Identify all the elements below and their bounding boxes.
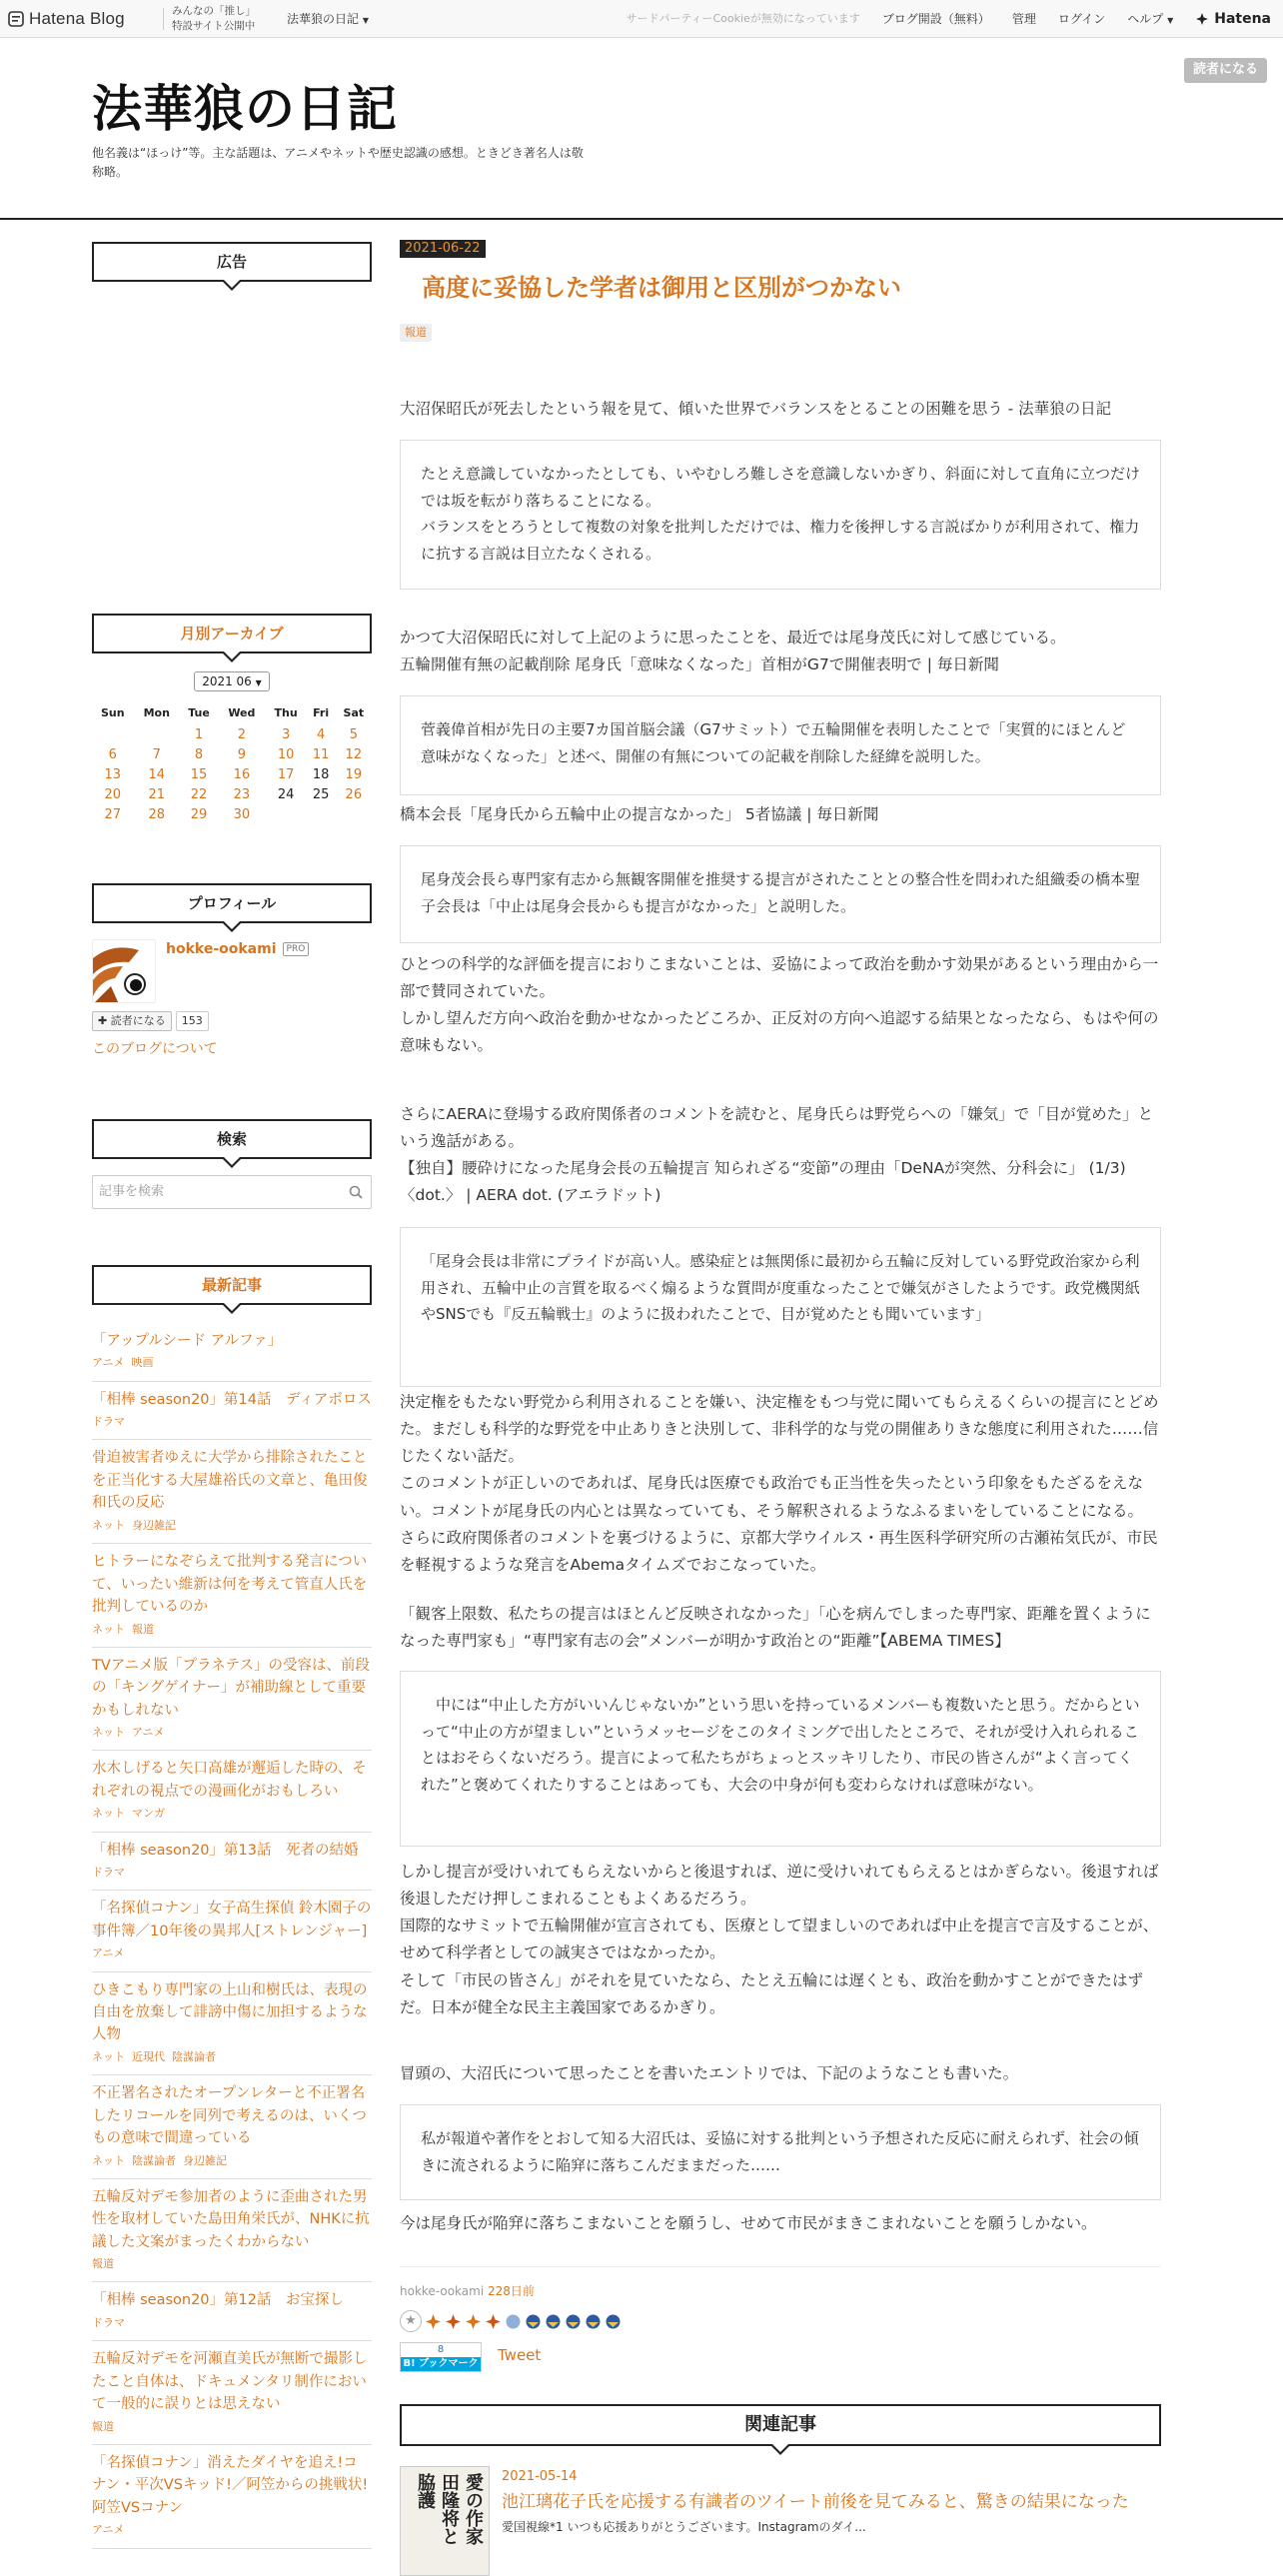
recent-entry <box>92 1544 372 1648</box>
calendar-day[interactable]: 2 <box>237 727 246 742</box>
entry-link-1[interactable]: 大沼保昭氏が死去したという報を見て、傾いた世界でバランスをとることの困難を思う - 法華狼の日記 <box>400 400 1112 418</box>
calendar-day <box>266 805 307 825</box>
calendar-weekday: Wed <box>228 706 256 720</box>
recent-entry-categories <box>92 1353 372 1372</box>
calendar-day[interactable]: 3 <box>281 727 291 742</box>
related-body <box>502 2466 1151 2576</box>
promo-line-1: みんなの「推し」 <box>172 5 256 17</box>
avatar[interactable] <box>92 939 156 1003</box>
recent-entry-title[interactable]: TVアニメ版「プラネテス」の受容は、前段の「キングゲイナー」が補助線として重要かもしれない <box>92 1657 371 1719</box>
calendar-day[interactable]: 21 <box>148 787 166 802</box>
open-blog-link[interactable]: ブログ開設（無料） <box>881 11 990 26</box>
category-link[interactable]: 陰謀論者 <box>132 2153 176 2167</box>
star-list <box>400 2310 1161 2332</box>
recent-entry <box>92 1891 372 1971</box>
recent-entry-categories <box>92 2520 372 2539</box>
entry-link-4[interactable]: 【独自】腰砕けになった尾身会長の五輪提言 知られざる“変節”の理由「DeNAが突然、分科会に」 (1/3)〈dot.〉 | AERA dot. (アエラドット) <box>400 1159 1126 1205</box>
recent-entry-title[interactable]: 五輪反対デモ参加者のように歪曲された男性を取材していた島田角栄氏が、NHKに抗議した文案がまったくわからない <box>92 2188 370 2250</box>
recent-entries-list <box>92 1323 372 2549</box>
quote-text-2: 菅義偉首相が先日の主要7カ国首脳会議（G7サミット）で五輪開催を表明したことで「実質的にほとんど意味がなくなった」と述べ、開催の有無についての記載を削除した経緯を説明した。 <box>421 720 1126 765</box>
recent-entry-categories <box>92 2047 372 2066</box>
category-link[interactable]: 近現代 <box>132 2049 165 2063</box>
thumb-text-3: 脇護 <box>415 2473 436 2509</box>
calendar-weekday: Fri <box>313 706 330 720</box>
blockquote-1 <box>400 440 1161 590</box>
recent-entries-module <box>92 1265 372 2549</box>
quote-text-6: 私が報道や著作をとおして知る大沼氏は、妥協に対する批判という予想された反応に耐えられず、社会の傾きに流されるように陥穽に落ちこんだままだった…… <box>421 2129 1139 2174</box>
cookie-notice: サードパーティーCookieが無効になっています <box>626 12 860 26</box>
quote-text-5: 中には“中止した方がいいんじゃないか”という思いを持っているメンバーも複数いたと思う。だからといって“中止の方が望ましい”というメッセージをこのタイミングで出したところで、それが受け入れられることはおそらくないだろう。提言によって私たちがちょっとスッキリしたり、市民の皆さんが“よく言ってくれた”と褒めてくれたりすることはあっても、大会の中身が何も変わらなければ意味がない。 <box>421 1696 1140 1795</box>
search-icon[interactable] <box>349 1185 363 1199</box>
profile-module-title: プロフィール <box>92 883 372 923</box>
login-link[interactable]: ログイン <box>1057 11 1106 26</box>
calendar-day[interactable]: 7 <box>152 747 161 762</box>
tweet-button[interactable]: Tweet <box>498 2346 542 2364</box>
help-menu[interactable] <box>1127 9 1173 30</box>
star-user-avatar[interactable] <box>605 2313 622 2330</box>
bookmark-count: 8 <box>437 2344 445 2355</box>
archive-module <box>92 614 372 825</box>
related-snippet: 愛国視線*1 いつも応援ありがとうございます。Instagramのダイ... <box>502 2520 866 2535</box>
calendar-day[interactable]: 12 <box>345 747 363 762</box>
recent-entry-title[interactable]: ヒトラーになぞらえて批判する発言について、いったい維新は何を考えて管直人氏を批判しているのか <box>92 1554 368 1616</box>
entry-date[interactable]: 2021-06-22 <box>400 240 486 258</box>
recent-entry <box>92 2179 372 2283</box>
calendar-day <box>134 725 180 745</box>
recent-entry <box>92 2075 372 2179</box>
blog-menu-label: 法華狼の日記 <box>287 12 360 26</box>
calendar-day[interactable]: 19 <box>345 767 363 782</box>
category-link[interactable]: アニメ <box>132 1726 165 1740</box>
archive-month-value: 2021 06 <box>202 674 252 688</box>
thumb-text-2: 田隆将と <box>439 2473 460 2545</box>
recent-entry <box>92 2282 372 2341</box>
calendar-day[interactable]: 5 <box>349 727 358 742</box>
avatar-image <box>93 940 156 1003</box>
search-module <box>92 1119 372 1209</box>
paragraph-2: ひとつの科学的な評価を提言におりこまないことは、妥協によって政治を動かす効果があるという理由から一部で賛同されていた。 しかし望んだ方向へ政治を動かせなかったどころか、正反対の方向へ追認する結果となったなら、もはや何の意味もない。 <box>400 955 1159 1055</box>
recent-entry <box>92 1972 372 2076</box>
related-date: 2021-05-14 <box>502 2469 578 2484</box>
recent-entry-categories <box>92 2417 372 2436</box>
profile-name-row <box>166 937 309 962</box>
subscribe-row <box>92 1011 372 1031</box>
hatena-bookmark-button[interactable] <box>400 2342 482 2372</box>
recent-entry <box>92 1440 372 1544</box>
calendar-weekday: Mon <box>143 706 170 720</box>
calendar-day[interactable]: 27 <box>104 807 122 822</box>
calendar-day <box>307 805 336 825</box>
thumb-text-1: 愛の作家 <box>463 2473 484 2545</box>
promo-line-2: 特設サイト公開中 <box>172 20 256 32</box>
star-icon: ★ <box>405 2312 417 2328</box>
blockquote-4 <box>400 1227 1161 1387</box>
paragraph-5: しかし提言が受けいれてもらえないからと後退すれば、逆に受けいれてもらえるとはかぎらない。後退すれば後退しただけ押しこまれることもよくあるだろう。 国際的なサミットで五輪開催が宣言されても、医療として望ましいのであれば中止を提言で言及することが、せめて科学者としての誠実さではなかったか。 そして「市民の皆さん」がそれを見ていたなら、たとえ五輪には遅くとも、政治を動かすことができたはずだ。日本が健全な民主主義国家であるかぎり。 <box>400 1863 1159 2016</box>
category-link[interactable]: 身辺雑記 <box>132 1518 176 1532</box>
calendar-day[interactable]: 14 <box>148 767 166 782</box>
category-link[interactable]: 報道 <box>92 2419 114 2433</box>
category-link[interactable]: ドラマ <box>92 1415 125 1429</box>
entry-link-3[interactable]: 橋本会長「尾身氏から五輪中止の提言なかった」 5者協議 | 毎日新聞 <box>400 805 879 823</box>
blog-header <box>0 38 1283 220</box>
recent-module-title[interactable]: 最新記事 <box>92 1265 372 1305</box>
recent-entry-title[interactable]: 「相棒 season20」第12話 お宝探し <box>92 2292 344 2309</box>
star-user-avatar[interactable] <box>445 2313 462 2330</box>
recent-entry-title[interactable]: 「名探偵コナン」消えたダイヤを追え!コナン・平次VSキッド!／阿笠からの挑戦状!阿笠VSコナン <box>92 2454 369 2516</box>
calendar-day[interactable]: 8 <box>194 747 204 762</box>
hatena-brand[interactable] <box>1195 7 1271 32</box>
recent-entry <box>92 1751 372 1832</box>
calendar-day[interactable]: 10 <box>277 747 295 762</box>
recent-entry <box>92 1323 372 1382</box>
footer-permalink[interactable]: 228日前 <box>487 2284 535 2298</box>
quote-text-4: 「尾身会長は非常にプライドが高い人。感染症とは無関係に最初から五輪に反対している野党政治家から利用され、五輪中止の言質を取るべく煽るような質問が度重なったことで嫌気がさしたようです。政党機関紙やSNSでも『反五輪戦士』のように扱われたことで、目が覚めたとも聞いています」 <box>421 1252 1140 1324</box>
search-input[interactable] <box>92 1175 372 1209</box>
category-link[interactable]: 映画 <box>131 1356 154 1370</box>
category-link[interactable]: ドラマ <box>92 1866 125 1880</box>
recent-entry-title[interactable]: 五輪反対デモを河瀬直美氏が無断で撮影したこと自体は、ドキュメンタリ制作において一般的に誤りとは思えない <box>92 2351 368 2413</box>
chevron-down-icon: ▼ <box>362 16 369 25</box>
recent-entry-title[interactable]: ひきこもり専門家の上山和樹氏は、表現の自由を放棄して誹謗中傷に加担するような人物 <box>92 1981 368 2043</box>
hatena-blog-logo[interactable] <box>8 6 125 32</box>
recent-entry <box>92 2445 372 2549</box>
recent-entry-categories <box>92 1620 372 1639</box>
star-user-avatar[interactable] <box>485 2313 502 2330</box>
hatena-blog-logo-icon <box>8 11 24 27</box>
related-entry[interactable] <box>400 2466 1161 2576</box>
recent-entry-categories <box>92 1863 372 1882</box>
about-blog-link[interactable]: このブログについて <box>92 1041 218 1057</box>
recent-entry-categories <box>92 1723 372 1742</box>
help-label: ヘルプ <box>1127 11 1164 26</box>
related-title-link[interactable]: 池江璃花子氏を応援する有識者のツイート前後を見てみると、驚きの結果になった <box>502 2491 1129 2512</box>
pro-badge: PRO <box>283 942 310 956</box>
calendar-day[interactable]: 20 <box>104 787 122 802</box>
share-buttons <box>400 2342 1161 2372</box>
profile-row <box>92 939 372 1003</box>
ad-module-title: 広告 <box>92 242 372 282</box>
calendar-day <box>336 805 372 825</box>
recent-entry-categories <box>92 2313 372 2332</box>
recent-entry-title[interactable]: 骨迫被害者ゆえに大学から排除されたことを正当化する大屋雄裕氏の文章と、亀田俊和氏の反応 <box>92 1450 368 1512</box>
category-link[interactable]: ネット <box>92 1622 125 1636</box>
calendar-day[interactable]: 26 <box>345 787 363 802</box>
recent-entry-title[interactable]: 水木しげると矢口高雄が邂逅した時の、それぞれの視点での漫画化がおもしろい <box>92 1761 367 1800</box>
category-link[interactable]: マンガ <box>132 1807 165 1821</box>
paragraph-3: さらにAERAに登場する政府関係者のコメントを読むと、尾身氏らは野党らへの「嫌気」で「目が覚めた」という逸話がある。 <box>400 1105 1154 1151</box>
recent-entry-categories <box>92 1804 372 1823</box>
blockquote-6 <box>400 2104 1161 2200</box>
star-user-avatar[interactable] <box>585 2313 602 2330</box>
global-header <box>0 0 1283 38</box>
category-link[interactable]: ネット <box>92 1726 125 1740</box>
search-module-title: 検索 <box>92 1119 372 1159</box>
ad-module <box>92 242 372 282</box>
bookmark-label: B! ブックマーク <box>401 2357 481 2371</box>
calendar-day[interactable]: 4 <box>316 727 326 742</box>
profile-module <box>92 883 372 1062</box>
entry-footer <box>400 2266 1161 2376</box>
footer-author[interactable]: hokke-ookami <box>400 2284 485 2298</box>
recent-entry-title[interactable]: 「相棒 season20」第14話 ディアボロス <box>92 1391 372 1408</box>
star-user-avatar[interactable] <box>425 2313 442 2330</box>
search-placeholder: 記事を検索 <box>99 1184 165 1199</box>
paragraph-7: 今は尾身氏が陥穽に落ちこまないことを願うし、せめて市民がまきこまれないことを願うしかない。 <box>400 2214 1097 2232</box>
recent-entry-categories <box>92 1516 372 1535</box>
entry-meta <box>400 2281 1161 2302</box>
category-link[interactable]: 身辺雑記 <box>183 2153 227 2167</box>
calendar-day[interactable]: 11 <box>312 747 330 762</box>
category-link[interactable]: アニメ <box>92 1946 125 1960</box>
blockquote-2 <box>400 695 1161 795</box>
calendar-day[interactable]: 13 <box>104 767 122 782</box>
recent-entry-title[interactable]: 「アップルシード アルファ」 <box>92 1333 283 1349</box>
chevron-down-icon: ▼ <box>255 678 262 687</box>
calendar-day[interactable]: 15 <box>190 767 208 782</box>
hatena-brand-icon <box>1195 12 1209 26</box>
calendar-day[interactable]: 16 <box>233 767 251 782</box>
recent-entry <box>92 1648 372 1752</box>
recent-entry-categories <box>92 2151 372 2170</box>
logo-text: Hatena Blog <box>29 9 125 29</box>
calendar-day[interactable]: 17 <box>277 767 295 782</box>
category-link[interactable]: ネット <box>92 1518 125 1532</box>
archive-module-title[interactable]: 月別アーカイブ <box>92 614 372 653</box>
category-link[interactable]: ネット <box>92 2153 125 2167</box>
blog-menu[interactable] <box>287 9 369 30</box>
recent-entry-categories <box>92 2254 372 2273</box>
blockquote-5 <box>400 1671 1161 1847</box>
category-link[interactable]: 報道 <box>132 1622 154 1636</box>
recent-entry-title[interactable]: 「相棒 season20」第13話 死者の結婚 <box>92 1842 359 1859</box>
calendar-day[interactable]: 23 <box>233 787 251 802</box>
star-user-avatar[interactable] <box>545 2313 562 2330</box>
calendar-day[interactable]: 22 <box>190 787 208 802</box>
category-link[interactable]: アニメ <box>92 1356 125 1370</box>
paragraph-6: 冒頭の、大沼氏について思ったことを書いたエントリでは、下記のようなことも書いた。 <box>400 2064 1019 2082</box>
category-link[interactable]: アニメ <box>92 2523 125 2537</box>
sidebar-subscribe-button[interactable] <box>92 1011 172 1031</box>
recent-entry <box>92 1382 372 1441</box>
divider <box>163 8 164 30</box>
quote-text-1: たとえ意識していなかったとしても、いやむしろ難しさを意識しないかぎり、斜面に対して直角に立つだけでは坂を転がり落ちることになる。 バランスをとろうとして複数の対象を批判しただけでは、権力を後押しする言説ばかりが利用されて、権力に抗する言説は目立たなくされる。 <box>421 465 1141 564</box>
calendar-day <box>92 725 134 745</box>
archive-calendar <box>92 701 372 825</box>
subscriber-count[interactable]: 153 <box>176 1011 209 1031</box>
blog-description: 他名義は“ほっけ”等。主な話題は、アニメやネットや歴史認識の感想。ときどき著名人は敬称略。 <box>92 146 584 180</box>
recent-entry-categories <box>92 1412 372 1431</box>
calendar-weekday: Tue <box>188 706 210 720</box>
star-user-avatar[interactable] <box>525 2313 542 2330</box>
recent-entry <box>92 1833 372 1892</box>
entry-title[interactable]: 高度に妥協した学者は御用と区別がつかない <box>422 274 901 302</box>
paragraph-1: かつて大沼保昭氏に対して上記のように思ったことを、最近では尾身茂氏に対して感じている。 <box>400 629 1066 646</box>
category-link[interactable]: ドラマ <box>92 2315 125 2329</box>
calendar-day[interactable]: 29 <box>190 807 208 822</box>
calendar-weekday: Sun <box>100 706 125 720</box>
add-star-button[interactable] <box>400 2310 422 2332</box>
recent-entry-title[interactable]: 不正署名されたオープンレターと不正署名したリコールを同列で考えるのは、いくつもの意味で間違っている <box>92 2085 367 2147</box>
quote-text-3: 尾身茂会長ら専門家有志から無観客開催を推奨する提言がされたこととの整合性を問われた組織委の橋本聖子会長は「中止は尾身会長からも提言がなかった」と説明した。 <box>421 870 1141 915</box>
category-link[interactable]: ネット <box>92 2049 125 2063</box>
brand-label: Hatena <box>1214 10 1271 27</box>
promo-banner[interactable] <box>172 4 256 34</box>
subscribe-button[interactable]: 読者になる <box>1184 58 1267 83</box>
sidebar-subscribe-label: 読者になる <box>110 1014 166 1027</box>
profile-name[interactable]: hokke-ookami <box>166 941 277 957</box>
related-entries-title: 関連記事 <box>400 2404 1161 2446</box>
calendar-day[interactable]: 30 <box>233 807 251 822</box>
manage-link[interactable]: 管理 <box>1011 11 1036 26</box>
calendar-weekday: Thu <box>274 706 298 720</box>
blockquote-3 <box>400 845 1161 943</box>
calendar-day: 18 <box>312 767 330 782</box>
archive-month-select[interactable] <box>194 671 270 691</box>
plus-icon: ✚ <box>98 1014 108 1027</box>
chevron-down-icon: ▼ <box>1167 15 1174 25</box>
paragraph-4: 決定権をもたない野党から利用されることを嫌い、決定権をもつ与党に聞いてもらえるくらいの提言にとどめた。まだしも科学的な野党を中止ありきと決別して、非科学的な与党の開催ありきな態度に利用された……信じたくない話だ。 このコメントが正しいのであれば、尾身氏は医療でも政治でも正当性を失ったという印象をもたざるをえない。コメントが尾身氏の内心とは異なっていても、そう解釈されるようなふるまいをしていることになる。 さらに政府関係者のコメントを裏づけるように、京都大学ウイルス・再生医科学研究所の古瀬祐気氏が、市民を軽視するような発言をAbemaタイムズでおこなっていた。 <box>400 1393 1159 1574</box>
blog-title[interactable]: 法華狼の日記 <box>92 80 398 138</box>
calendar-day[interactable]: 6 <box>108 747 117 762</box>
recent-entry-categories <box>92 1943 372 1962</box>
entry-link-5[interactable]: 「観客上限数、私たちの提言はほとんど反映されなかった」「心を病んでしまった専門家、距離を置くようになった専門家も」“専門家有志の会”メンバーが明かす政治との“距離”【ABEMA TIMES】 <box>400 1605 1151 1651</box>
global-nav <box>627 0 1271 38</box>
category-link[interactable]: 報道 <box>92 2257 114 2271</box>
related-thumbnail[interactable] <box>400 2466 490 2576</box>
entry-category[interactable]: 報道 <box>400 324 432 342</box>
star-user-avatar[interactable] <box>505 2313 522 2330</box>
calendar-day[interactable]: 1 <box>194 727 204 742</box>
star-user-avatar[interactable] <box>465 2313 482 2330</box>
entry-link-2[interactable]: 五輪開催有無の記載削除 尾身氏「意味なくなった」首相がG7で開催表明で | 毎日新聞 <box>400 655 999 673</box>
category-link[interactable]: 陰謀論者 <box>172 2049 216 2063</box>
recent-entry-title[interactable]: 「名探偵コナン」女子高生探偵 鈴木園子の事件簿／10年後の異邦人[ストレンジャー] <box>92 1901 372 1939</box>
calendar-day: 25 <box>312 787 330 802</box>
calendar-day[interactable]: 9 <box>237 747 246 762</box>
star-user-avatar[interactable] <box>565 2313 582 2330</box>
calendar-day[interactable]: 28 <box>148 807 166 822</box>
calendar-weekday: Sat <box>343 706 365 720</box>
calendar-day: 24 <box>277 787 295 802</box>
recent-entry <box>92 2341 372 2445</box>
category-link[interactable]: ネット <box>92 1807 125 1821</box>
